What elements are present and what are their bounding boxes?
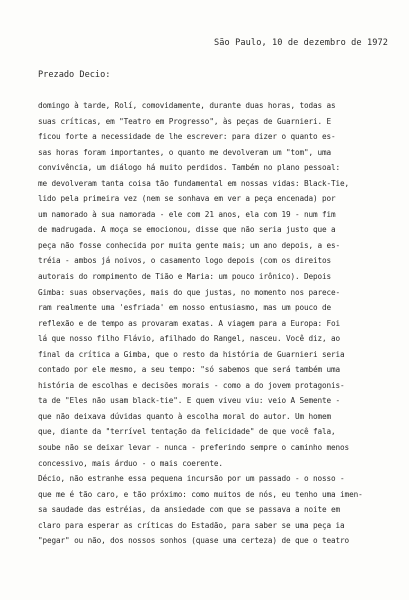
letter-line: ta de "Eles não usam black-tie". E quem viveu viu: veio A Semente - <box>38 396 341 406</box>
letter-line: de madrugada. A moça se emocionou, disse que não seria justo que a <box>38 225 336 235</box>
letter-line: lido pela primeira vez (nem se sonhava em ver a peça encenada) por <box>38 194 336 204</box>
letter-line: reflexão e de tempo as provaram exatas. A viagem para a Europa: Foi <box>38 318 341 328</box>
letter-line: concessivo, mais árduo - o mais coerente. <box>38 458 223 468</box>
letter-body <box>38 98 378 549</box>
letter-line: soube não se deixar levar - nunca - preferindo sempre o caminho menos <box>38 443 350 453</box>
letter-line: história de escolhas e decisões morais - como a do jovem protagonis- <box>38 380 345 390</box>
letter-line: sa saudade das estréias, da ansiedade com que se passava a noite em <box>38 505 341 515</box>
letter-line: que não deixava dúvidas quanto à escolha moral do autor. Um homem <box>38 411 332 421</box>
letter-line: que, diante da "terrível tentação da felicidade" de que você fala, <box>38 427 336 437</box>
letter-line: "pegar" ou não, dos nossos sonhos (quase uma certeza) de que o teatro <box>38 536 350 546</box>
letter-line: lá que nosso filho Flávio, afilhado do Rangel, nasceu. Você diz, ao <box>38 334 341 344</box>
letter-line: final da crítica a Gimba, que o resto da história de Guarnieri seria <box>38 349 345 359</box>
letter-line: tréia - ambos já noivos, o casamento logo depois (com os direitos <box>38 256 332 266</box>
letter-line: domingo à tarde, Rolí, comovidamente, durante duas horas, todas as <box>38 101 336 110</box>
letter-line: sas horas foram importantes, o quanto me devolveram um "tom", uma <box>38 147 332 157</box>
letter-line: peça não fosse conhecida por muita gente mais; um ano depois, a es- <box>38 240 341 250</box>
letter-line: contado por ele mesmo, a seu tempo: "só sabemos que será também uma <box>38 365 341 375</box>
letter-line: um namorado à sua namorada - ele com 21 anos, ela com 19 - num fim <box>38 209 336 219</box>
letter-line: convivência, um diálogo há muito perdidos. Também no plano pessoal: <box>38 163 341 173</box>
letter-line: Gimba: suas observações, mais do que justas, no momento nos parece- <box>38 287 341 297</box>
letter-line: que me é tão caro, e tão próximo: como muitos de nós, eu tenho uma imen- <box>38 489 363 499</box>
letter-line: autorais do rompimento de Tião e Maria: um pouco irônico). Depois <box>38 272 332 282</box>
letter-salutation: Prezado Decio: <box>38 70 111 80</box>
letter-line: me devolveram tanta coisa tão fundamental em nossas vidas: Black-Tie, <box>38 178 350 188</box>
letter-line: claro para esperar as críticas do Estadão, para saber se uma peça ia <box>38 520 345 530</box>
letter-line: Décio, não estranhe essa pequena incursão por um passado - o nosso - <box>38 474 345 484</box>
letter-dateline: São Paulo, 10 de dezembro de 1972 <box>214 38 389 48</box>
letter-line: ficou forte a necessidade de lhe escrever: para dizer o quanto es- <box>38 132 336 142</box>
letter-line: ram realmente uma 'esfriada' em nosso entusiasmo, mas um pouco de <box>38 303 332 313</box>
letter-line: suas críticas, em "Teatro em Progresso", às peças de Guarnieri. E <box>38 116 332 126</box>
